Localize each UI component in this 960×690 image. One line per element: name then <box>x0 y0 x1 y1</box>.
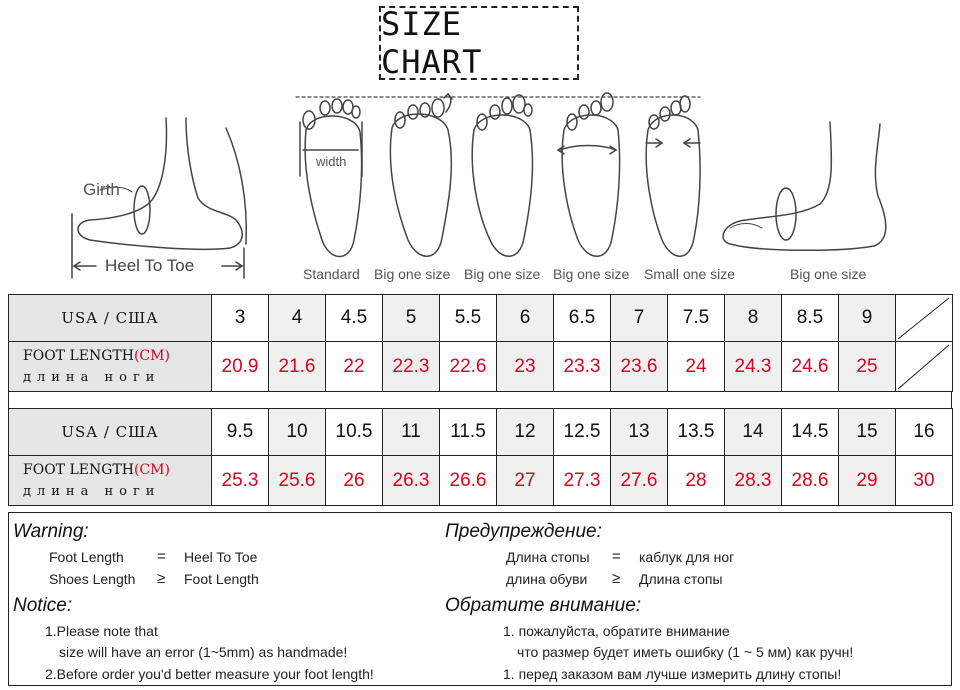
girth-label: Girth <box>83 180 120 199</box>
foot-length-cell: 28.6 <box>782 456 839 506</box>
foot-length-cell: 28.3 <box>725 456 782 506</box>
notice-line-1a-ru: 1. пожалуйста, обратите внимание <box>503 623 730 639</box>
usa-size-cell: 16 <box>896 409 953 456</box>
big-one-size-foot-drawing-3 <box>558 93 620 256</box>
caption-small-one-size: Small one size <box>644 266 736 282</box>
foot-length-cell: 23 <box>497 342 554 392</box>
standard-foot-drawing <box>300 99 362 257</box>
foot-length-header-cell <box>9 456 212 506</box>
notice-line-1b-ru: что размер будет иметь ошибку (1 ~ 5 мм) как ручн! <box>517 644 854 660</box>
usa-size-cell: 12.5 <box>554 409 611 456</box>
usa-size-cell: 10.5 <box>326 409 383 456</box>
notice-line-2: 2.Before order you'd better measure your foot length! <box>45 666 374 682</box>
cm-unit-label: (CM) <box>133 462 170 478</box>
foot-length-cell: 26.6 <box>440 456 497 506</box>
usa-size-row <box>9 409 953 456</box>
big-one-size-foot-drawing-2 <box>472 95 532 256</box>
small-one-size-foot-drawing <box>646 96 700 256</box>
warning-line-2-left-ru: длина обуви <box>506 571 588 587</box>
warning-line-1-right: Heel To Toe <box>184 549 258 565</box>
usa-size-cell: 6 <box>497 295 554 342</box>
usa-size-cell: 13.5 <box>668 409 725 456</box>
foot-length-cell: 29 <box>839 456 896 506</box>
usa-size-cell: 11.5 <box>440 409 497 456</box>
size-chart-title-box <box>379 6 579 80</box>
foot-length-cell: 25 <box>839 342 896 392</box>
usa-size-cell: 6.5 <box>554 295 611 342</box>
empty-diagonal-cell <box>896 295 953 342</box>
foot-length-cell: 20.9 <box>212 342 269 392</box>
foot-length-cell: 27.3 <box>554 456 611 506</box>
usa-size-cell: 13 <box>611 409 668 456</box>
usa-size-cell: 9.5 <box>212 409 269 456</box>
caption-big-one-size-4: Big one size <box>790 266 867 282</box>
warning-title-ru: Предупреждение: <box>445 521 602 542</box>
usa-size-cell: 4 <box>269 295 326 342</box>
warning-line-2-right-ru: Длина стопы <box>639 571 723 587</box>
notes-box <box>8 512 952 686</box>
page-title: SIZE CHART <box>381 5 483 81</box>
cm-unit-label: (CM) <box>133 348 170 364</box>
foot-length-text: FOOT LENGTH <box>23 462 134 478</box>
usa-size-cell: 14.5 <box>782 409 839 456</box>
foot-length-cell: 27.6 <box>611 456 668 506</box>
warning-line-1-right-ru: каблук для ног <box>639 549 735 565</box>
heel-to-toe-label: Heel To Toe <box>105 256 195 275</box>
size-table-2 <box>8 408 953 506</box>
russian-foot-length-header: длина ноги <box>23 370 161 385</box>
equals-symbol: = <box>157 548 166 565</box>
warning-line-2-right: Foot Length <box>184 571 259 587</box>
diagonal-slash <box>896 296 951 341</box>
warning-line-1-left: Foot Length <box>49 549 124 565</box>
greater-equal-symbol-ru: ≥ <box>612 570 621 587</box>
usa-size-cell: 7.5 <box>668 295 725 342</box>
usa-header-text: USA / США <box>61 309 159 327</box>
equals-symbol-ru: = <box>612 548 621 565</box>
big-one-size-foot-drawing-1 <box>390 94 452 256</box>
caption-big-one-size-1: Big one size <box>374 266 451 282</box>
foot-length-cell: 25.3 <box>212 456 269 506</box>
foot-length-cell: 26 <box>326 456 383 506</box>
foot-length-cell: 21.6 <box>269 342 326 392</box>
usa-size-cell: 5 <box>383 295 440 342</box>
foot-length-cell: 30 <box>896 456 953 506</box>
foot-illustrations <box>0 88 960 288</box>
usa-size-cell: 5.5 <box>440 295 497 342</box>
foot-length-cell: 22 <box>326 342 383 392</box>
foot-length-text: FOOT LENGTH <box>23 348 134 364</box>
usa-size-cell: 3 <box>212 295 269 342</box>
empty-diagonal-cell <box>896 342 953 392</box>
foot-length-header <box>23 462 211 478</box>
usa-size-cell: 14 <box>725 409 782 456</box>
usa-size-cell: 8 <box>725 295 782 342</box>
foot-length-row <box>9 342 953 392</box>
usa-size-cell: 9 <box>839 295 896 342</box>
table-spacer <box>8 391 952 408</box>
warning-title: Warning: <box>13 521 89 542</box>
foot-length-row <box>9 456 953 506</box>
foot-length-cell: 27 <box>497 456 554 506</box>
usa-size-cell: 8.5 <box>782 295 839 342</box>
foot-length-cell: 24.3 <box>725 342 782 392</box>
usa-size-cell: 7 <box>611 295 668 342</box>
notice-line-1b: size will have an error (1~5mm) as handmade! <box>59 644 348 660</box>
warning-line-1-left-ru: Длина стопы <box>506 549 590 565</box>
foot-length-cell: 23.6 <box>611 342 668 392</box>
russian-foot-length-header: длина ноги <box>23 484 161 499</box>
usa-size-cell: 4.5 <box>326 295 383 342</box>
warning-line-2-left: Shoes Length <box>49 571 136 587</box>
foot-length-cell: 22.3 <box>383 342 440 392</box>
usa-header-text: USA / США <box>61 423 159 441</box>
notice-line-2-ru: 1. перед заказом вам лучше измерить длину стопы! <box>503 666 842 682</box>
usa-size-cell: 11 <box>383 409 440 456</box>
greater-equal-symbol: ≥ <box>157 570 166 587</box>
foot-length-cell: 26.3 <box>383 456 440 506</box>
usa-size-cell: 15 <box>839 409 896 456</box>
foot-length-cell: 24.6 <box>782 342 839 392</box>
foot-length-cell: 24 <box>668 342 725 392</box>
usa-size-cell: 10 <box>269 409 326 456</box>
foot-length-cell: 23.3 <box>554 342 611 392</box>
foot-length-cell: 25.6 <box>269 456 326 506</box>
usa-size-cell: 12 <box>497 409 554 456</box>
foot-length-cell: 28 <box>668 456 725 506</box>
notice-title: Notice: <box>13 595 73 616</box>
foot-length-header <box>23 348 211 364</box>
caption-standard: Standard <box>303 266 360 282</box>
caption-big-one-size-3: Big one size <box>553 266 630 282</box>
right-side-foot-drawing <box>723 122 886 250</box>
diagonal-slash <box>896 343 951 391</box>
usa-size-row <box>9 295 953 342</box>
usa-header-cell <box>9 409 212 456</box>
caption-big-one-size-2: Big one size <box>464 266 541 282</box>
notice-title-ru: Обратите внимание: <box>445 595 642 616</box>
usa-header-cell <box>9 295 212 342</box>
foot-length-header-cell <box>9 342 212 392</box>
notice-line-1a: 1.Please note that <box>45 623 158 639</box>
foot-length-cell: 22.6 <box>440 342 497 392</box>
size-table-1 <box>8 294 953 392</box>
width-label: width <box>316 154 347 169</box>
